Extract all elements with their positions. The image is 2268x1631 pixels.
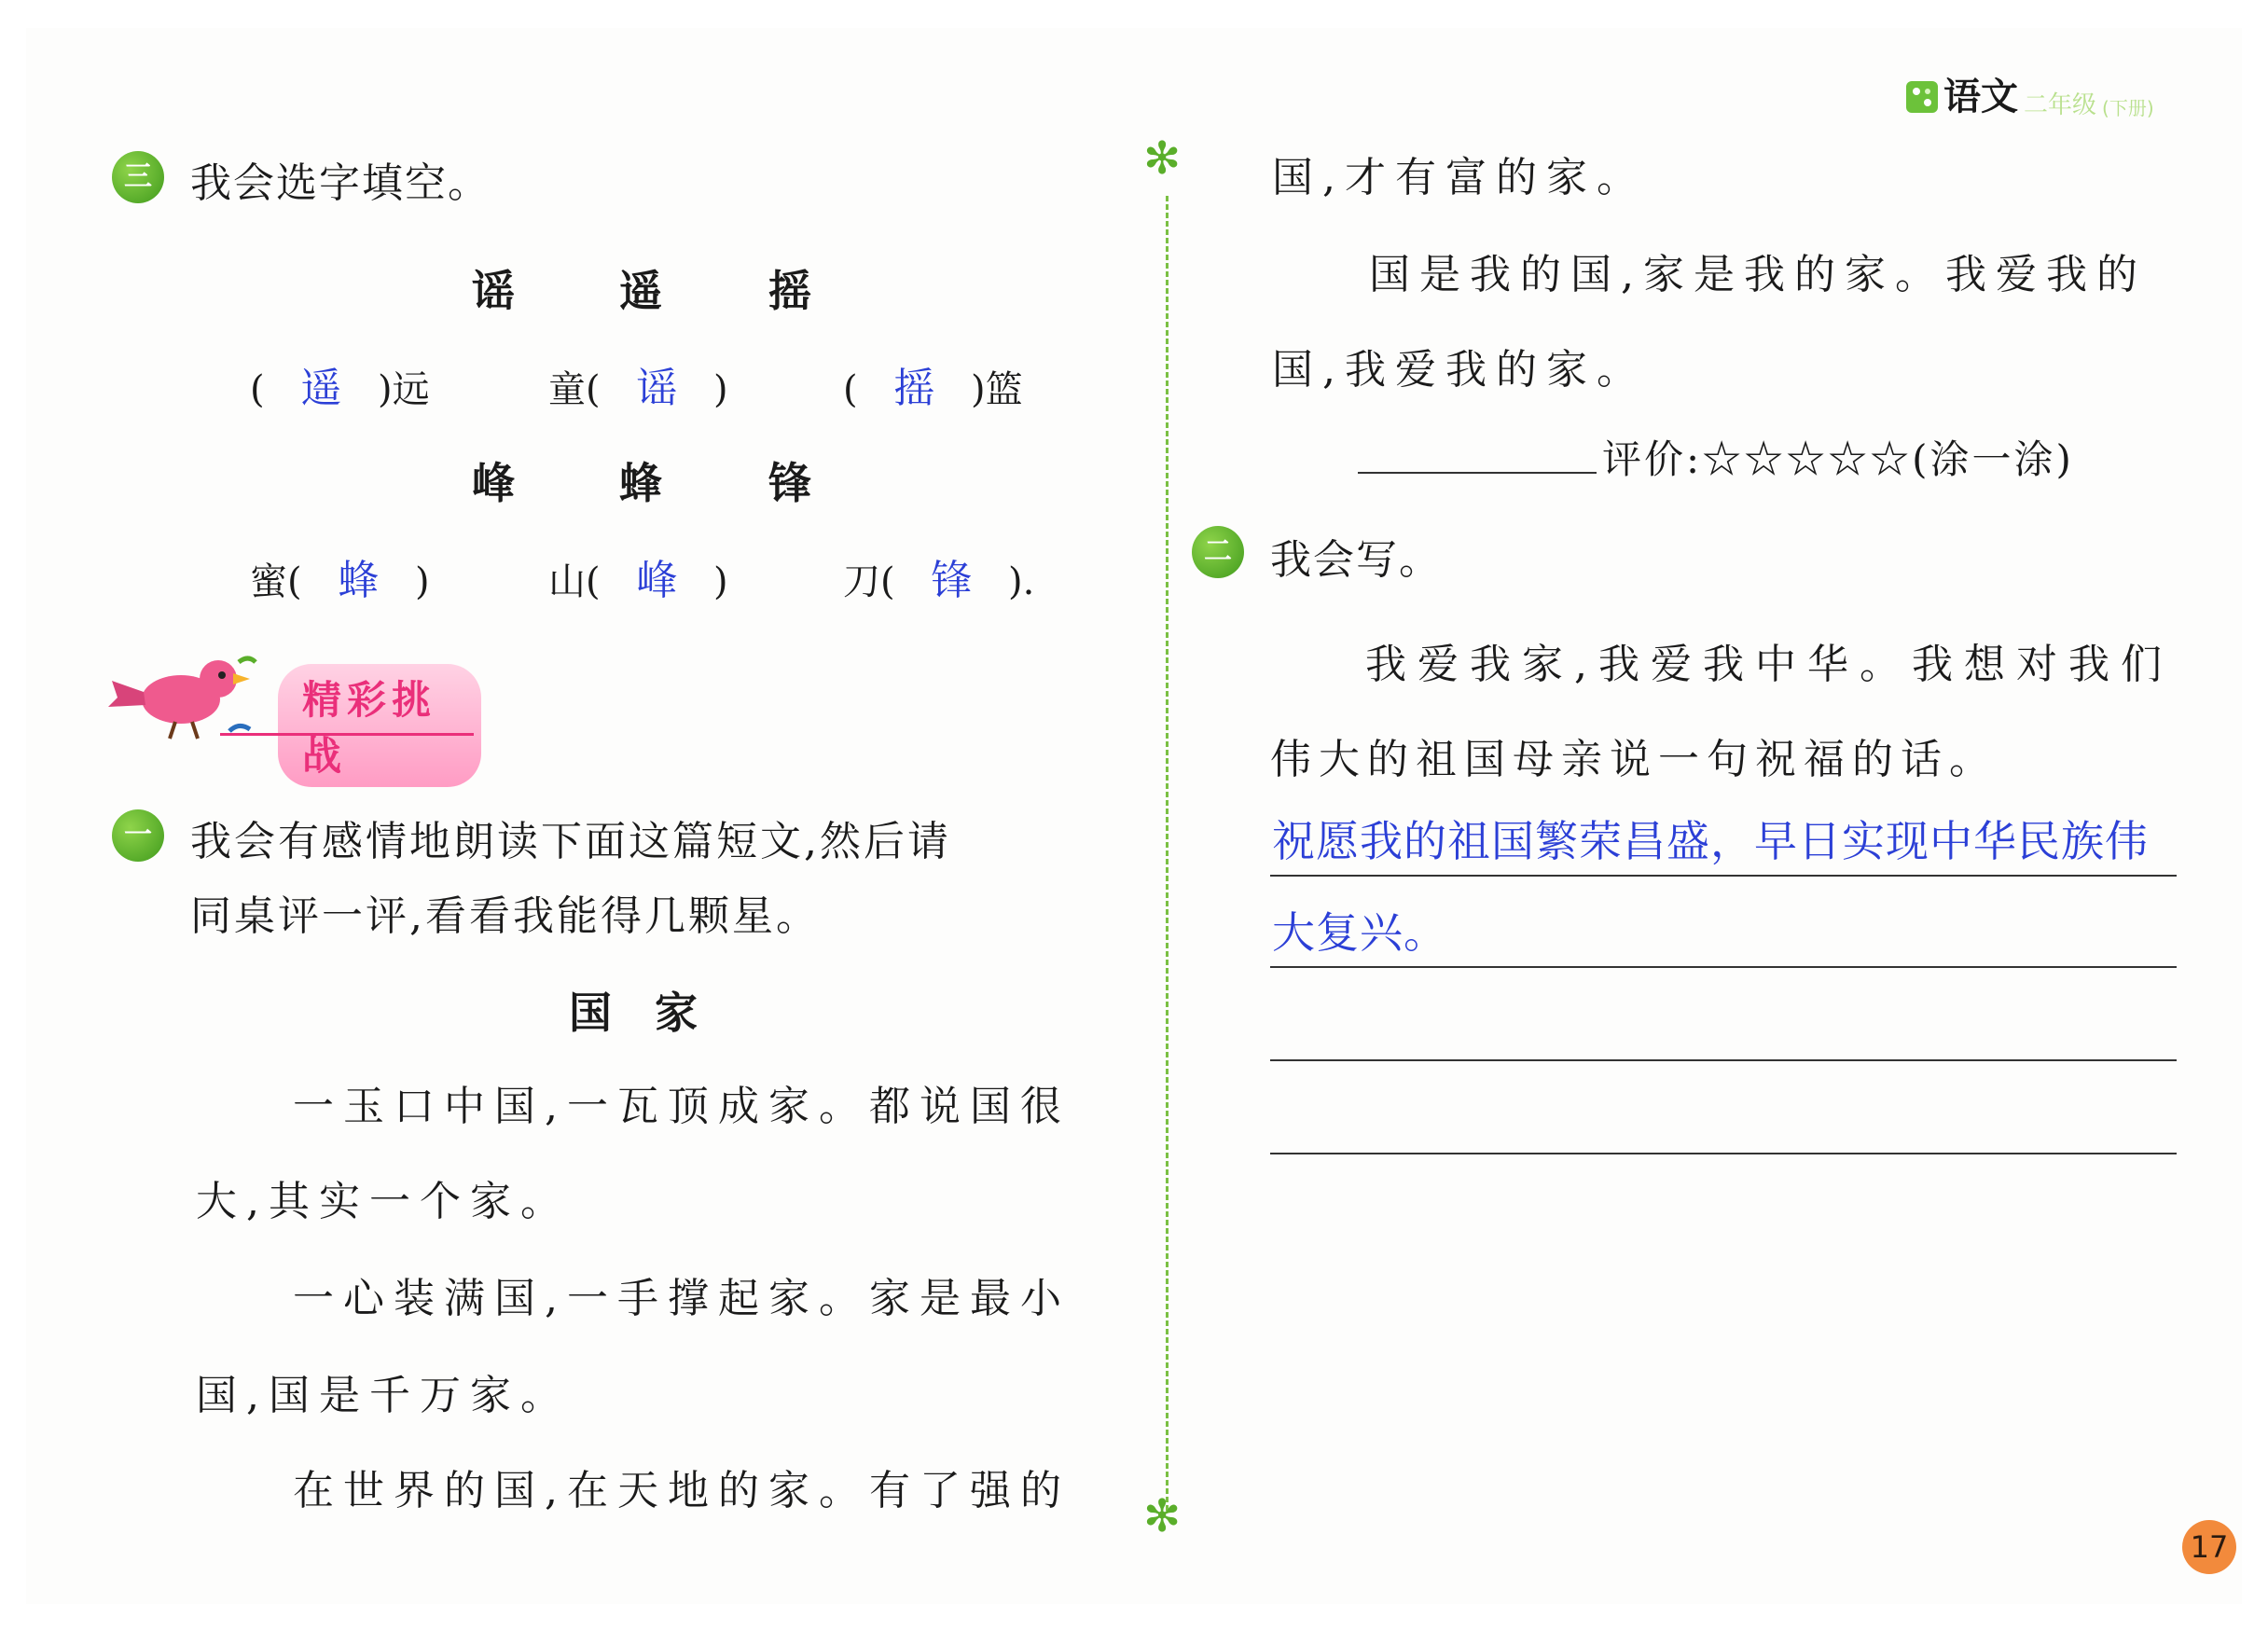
header-volume: (下册) xyxy=(2102,97,2154,119)
blank-answer[interactable]: 谣 xyxy=(636,365,678,412)
poem-line: 国,国是千万家。 xyxy=(196,1372,571,1419)
section-badge-3: 三 xyxy=(112,151,164,203)
page-header xyxy=(1906,67,2154,120)
section-badge-1: 一 xyxy=(112,809,164,862)
blank-open: 山( xyxy=(548,560,601,603)
poem-title: 国 家 xyxy=(569,988,698,1038)
page-number: 17 xyxy=(2182,1520,2236,1574)
blank-close: ). xyxy=(1008,560,1035,603)
blank-open: ( xyxy=(250,368,265,411)
poem-line: 一心装满国,一手撑起家。家是最小 xyxy=(293,1275,1071,1322)
section1-instruction-line1: 我会有感情地朗读下面这篇短文,然后请 xyxy=(190,818,951,865)
fill-blank xyxy=(548,546,728,606)
writing-line xyxy=(1270,1059,2177,1061)
poem-line: 国,我爱我的家。 xyxy=(1272,346,1647,394)
fill-blank xyxy=(843,546,1034,606)
poem-line: 国是我的国,家是我的家。我爱我的 xyxy=(1369,251,2147,298)
blank-answer[interactable]: 遥 xyxy=(300,365,342,412)
writing-line xyxy=(1270,1153,2177,1154)
blank-close: ) xyxy=(415,560,430,603)
blank-answer[interactable]: 摇 xyxy=(893,365,935,412)
option-char: 谣 xyxy=(472,266,517,316)
flower-icon: ✻ xyxy=(1143,132,1182,185)
option-char: 蜂 xyxy=(619,458,664,508)
writing-line xyxy=(1270,875,2177,877)
writing-answer-line1[interactable]: 祝愿我的祖国繁荣昌盛，早日实现中华民族伟 xyxy=(1272,816,2149,866)
banner-underline xyxy=(220,733,474,736)
blank-close: ) xyxy=(713,560,728,603)
section2-prompt-line1: 我爱我家,我爱我中华。我想对我们 xyxy=(1365,641,2173,688)
challenge-label: 精彩挑战 xyxy=(278,664,481,787)
poem-line: 一玉口中国,一瓦顶成家。都说国很 xyxy=(293,1083,1071,1130)
section3-title: 我会选字填空。 xyxy=(190,159,491,207)
option-char: 摇 xyxy=(768,266,813,316)
section2-title: 我会写。 xyxy=(1270,536,1442,584)
workbook-page xyxy=(26,28,2242,1604)
blank-open: 刀( xyxy=(843,560,895,603)
header-grade: 二年级 xyxy=(2024,91,2097,119)
writing-answer-line2[interactable]: 大复兴。 xyxy=(1272,907,1447,958)
option-char: 遥 xyxy=(619,266,664,316)
blank-open: 童( xyxy=(548,368,601,411)
blank-open: 蜜( xyxy=(250,560,302,603)
challenge-banner xyxy=(108,645,481,779)
fill-blank xyxy=(843,354,1023,414)
writing-line xyxy=(1270,966,2177,968)
column-divider xyxy=(1166,196,1169,1511)
blank-close: ) xyxy=(713,368,728,411)
subject-logo-icon xyxy=(1906,81,1938,113)
section2-prompt-line2: 伟大的祖国母亲说一句祝福的话。 xyxy=(1270,736,1998,783)
fill-blank xyxy=(548,354,728,414)
fill-blank xyxy=(250,546,430,606)
option-char: 锋 xyxy=(768,458,813,508)
poem-line: 大,其实一个家。 xyxy=(196,1178,571,1225)
section-badge-2: 二 xyxy=(1192,526,1244,578)
blank-close: )远 xyxy=(378,368,430,411)
section1-instruction-line2: 同桌评一评,看看我能得几颗星。 xyxy=(190,892,820,940)
poem-line: 在世界的国,在天地的家。有了强的 xyxy=(293,1467,1071,1514)
fill-blank xyxy=(250,354,430,414)
poem-line: 国,才有富的家。 xyxy=(1272,154,1647,201)
blank-open: ( xyxy=(843,368,858,411)
blank-close: )篮 xyxy=(971,368,1023,411)
blank-answer[interactable]: 峰 xyxy=(636,557,678,604)
blank-answer[interactable]: 蜂 xyxy=(338,557,380,604)
flower-icon: ✻ xyxy=(1143,1490,1182,1542)
option-char: 峰 xyxy=(472,458,517,508)
evaluation-stars[interactable]: 评价:☆☆☆☆☆(涂一涂) xyxy=(1602,436,2074,482)
header-subject: 语文 xyxy=(1943,76,2018,118)
evaluation-blank-line[interactable] xyxy=(1358,472,1597,474)
blank-answer[interactable]: 锋 xyxy=(931,557,973,604)
